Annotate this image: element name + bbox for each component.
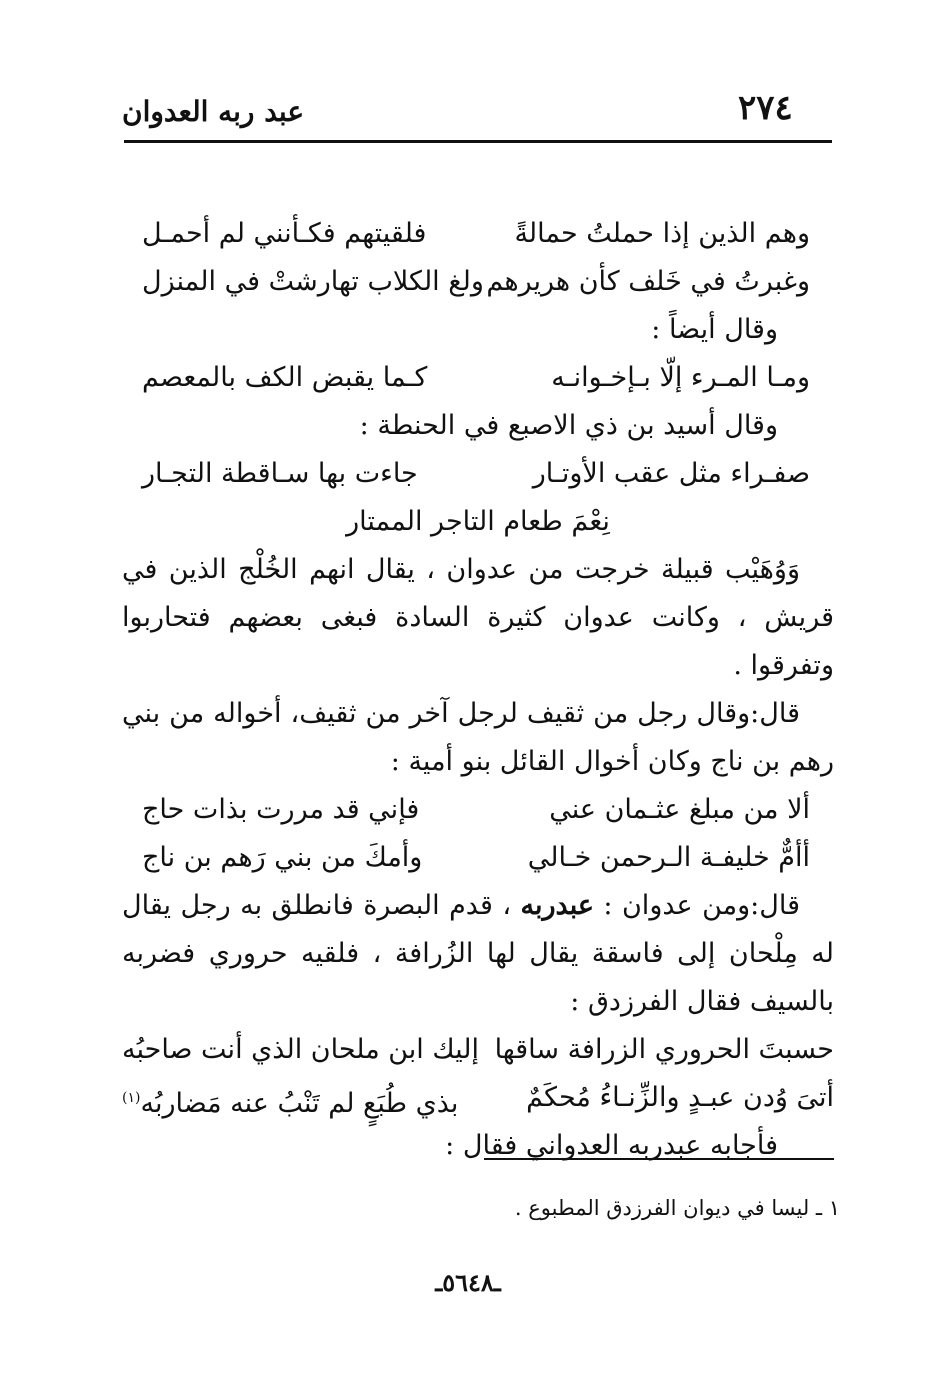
header-title: عبد ربه العدوان	[122, 95, 305, 128]
verse-second-hemistich	[122, 1074, 458, 1122]
verse-first-hemistich: وغبرتُ في خَلف كأن هريرهم	[486, 266, 810, 297]
verse-tail: نِعْمَ طعام التاجر الممتار	[346, 506, 610, 537]
paragraph-text-start: قال:ومن عدوان :	[593, 890, 800, 921]
highlighted-name: عبدربه	[520, 890, 594, 921]
verse-line	[122, 786, 834, 834]
paragraph	[122, 690, 834, 786]
verse-first-hemistich: ألا من مبلغ عثـمان عني	[549, 794, 810, 825]
footnote-marker: (١)	[122, 1090, 141, 1106]
verse-line	[122, 258, 834, 306]
verse-first-hemistich: أتىَ وُدن عبـدٍ والزِّنـاءُ مُحكَمٌ	[526, 1082, 834, 1113]
verse-line	[122, 450, 834, 498]
verse-line	[122, 1074, 834, 1122]
header-rule	[124, 140, 832, 143]
main-text	[122, 210, 834, 1170]
verse-first-hemistich: ومـا المـرء إلّا بـإخـوانـه	[551, 362, 810, 393]
footnote-rule	[484, 1158, 834, 1160]
footnote: ١ ـ ليسا في ديوان الفرزدق المطبوع .	[514, 1196, 840, 1220]
verse-line	[122, 834, 834, 882]
verse-first-hemistich: أأمٌّ خليفـة الـرحمن خـالي	[527, 842, 810, 873]
verse-second-hemistich: ولغ الكلاب تهارشتْ في المنزل	[142, 266, 484, 297]
verse-second-hemistich: جاءت بها سـاقطة التجـار	[142, 458, 418, 489]
header-page-number: ٢٧٤	[738, 88, 793, 128]
hemistich-text: بذي طُبَعٍ لم تَنْبُ عنه مَضاربُه	[140, 1088, 459, 1119]
verse-intro: وقال أيضاً :	[651, 314, 778, 345]
verse-line	[122, 210, 834, 258]
paragraph-text-end: ، قدم البصرة فانطلق به رجل يقال له مِلْحان إلى فاسقة يقال لها الزُرافة ، فلقيه حروري فضربه بالسيف فقال الفرزدق :	[122, 890, 834, 1017]
verse-line	[122, 1026, 834, 1074]
verse-second-hemistich: وأمكَ من بني رَهم بن ناج	[142, 842, 423, 873]
verse-first-hemistich: حسبتَ الحروري الزرافة ساقها	[494, 1034, 834, 1065]
paragraph	[122, 882, 834, 1026]
verse-line	[122, 354, 834, 402]
verse-second-hemistich: كـما يقبض الكف بالمعصم	[142, 362, 428, 393]
paragraph-text: قال:وقال رجل من ثقيف لرجل آخر من ثقيف، أخواله من بني رهم بن ناج وكان أخوال القائل بنو أمية :	[122, 698, 834, 777]
paragraph-text: وَوُهَيْب قبيلة خرجت من عدوان ، يقال انهم الخُلْج الذين في قريش ، وكانت عدوان كثيرة السادة فبغى بعضهم فتحاربوا وتفرقوا .	[122, 554, 834, 681]
footer-page-number: ـ٥٦٤٨ـ	[435, 1268, 501, 1297]
verse-first-hemistich: وهم الذين إذا حملتُ حمالةً	[514, 218, 810, 249]
verse-second-hemistich: فإني قد مررت بذات حاج	[142, 794, 420, 825]
verse-second-hemistich: فلقيتهم فكـأنني لم أحمـل	[142, 218, 427, 249]
verse-intro: فأجابه عبدربه العدواني فقال :	[445, 1130, 778, 1161]
paragraph	[122, 546, 834, 690]
verse-intro: وقال أسيد بن ذي الاصبع في الحنطة :	[359, 410, 778, 441]
verse-first-hemistich: صفـراء مثل عقب الأوتـار	[532, 458, 810, 489]
verse-second-hemistich: إليك ابن ملحان الذي أنت صاحبُه	[122, 1034, 480, 1065]
